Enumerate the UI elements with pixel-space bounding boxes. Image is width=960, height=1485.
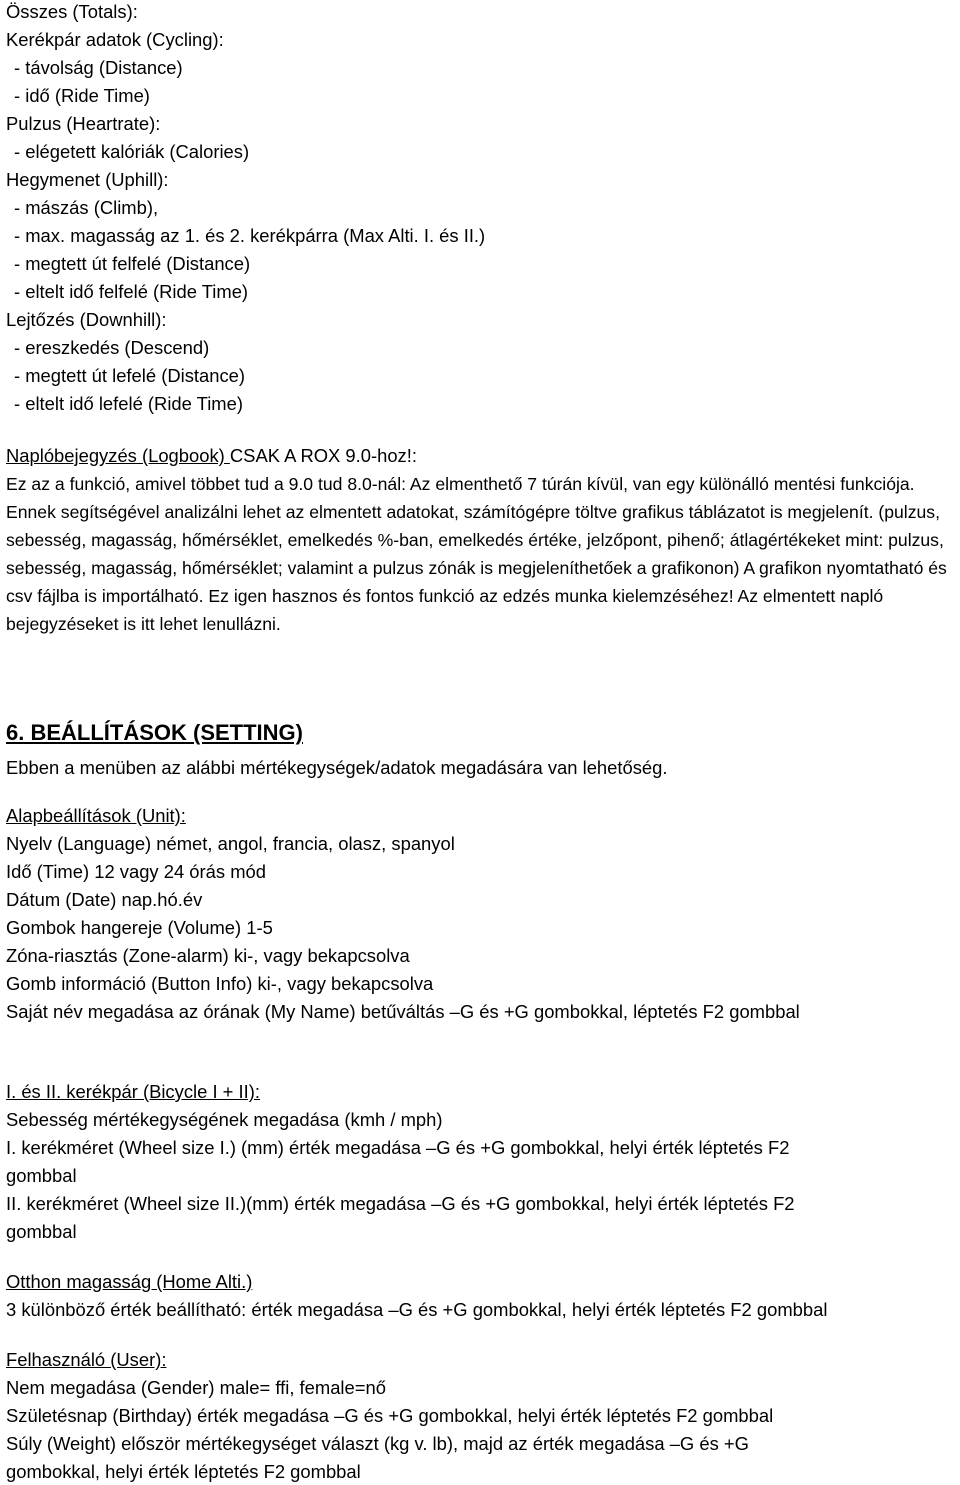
unit-my-name: Saját név megadása az órának (My Name) betűváltás –G és +G gombokkal, léptetés F2 gombbal bbox=[6, 1001, 800, 1022]
settings-heading: 6. BEÁLLÍTÁSOK (SETTING) bbox=[6, 720, 303, 745]
unit-title: Alapbeállítások (Unit): bbox=[6, 805, 186, 826]
unit-volume: Gombok hangereje (Volume) 1-5 bbox=[6, 917, 273, 938]
logbook-title bbox=[6, 444, 417, 468]
ride-time-item: - idő (Ride Time) bbox=[14, 85, 150, 106]
home-alti-title: Otthon magasság (Home Alti.) bbox=[6, 1271, 253, 1292]
bicycle-wheel-size-1-cont: gombbal bbox=[6, 1165, 77, 1186]
bicycle-title: I. és II. kerékpár (Bicycle I + II): bbox=[6, 1081, 260, 1102]
user-gender: Nem megadása (Gender) male= ffi, female=nő bbox=[6, 1377, 386, 1398]
downhill-distance-item: - megtett út lefelé (Distance) bbox=[14, 365, 245, 386]
heartrate-heading: Pulzus (Heartrate): bbox=[6, 113, 161, 134]
climb-item: - mászás (Climb), bbox=[14, 197, 159, 218]
uphill-ride-time-item: - eltelt idő felfelé (Ride Time) bbox=[14, 281, 249, 302]
user-weight: Súly (Weight) először mértékegységet választ (kg v. lb), majd az érték megadása –G és +G bbox=[6, 1433, 749, 1454]
bicycle-wheel-size-2: II. kerékméret (Wheel size II.)(mm) érték megadása –G és +G gombokkal, helyi érték léptetés F2 bbox=[6, 1193, 795, 1214]
unit-time: Idő (Time) 12 vagy 24 órás mód bbox=[6, 861, 266, 882]
uphill-distance-item: - megtett út felfelé (Distance) bbox=[14, 253, 251, 274]
uphill-heading: Hegymenet (Uphill): bbox=[6, 169, 169, 190]
bicycle-wheel-size-2-cont: gombbal bbox=[6, 1221, 77, 1242]
distance-item: - távolság (Distance) bbox=[14, 57, 183, 78]
user-weight-cont: gombokkal, helyi érték léptetés F2 gombbal bbox=[6, 1461, 361, 1482]
unit-zone-alarm: Zóna-riasztás (Zone-alarm) ki-, vagy bekapcsolva bbox=[6, 945, 410, 966]
calories-item: - elégetett kalóriák (Calories) bbox=[14, 141, 250, 162]
logbook-paragraph bbox=[6, 470, 956, 638]
bicycle-wheel-size-1: I. kerékméret (Wheel size I.) (mm) érték megadása –G és +G gombokkal, helyi érték léptetés F2 bbox=[6, 1137, 790, 1158]
logbook-title-rest: CSAK A ROX 9.0-hoz!: bbox=[229, 445, 417, 466]
logbook-title-underlined: Naplóbejegyzés (Logbook) bbox=[6, 445, 230, 466]
unit-button-info: Gomb információ (Button Info) ki-, vagy bekapcsolva bbox=[6, 973, 434, 994]
unit-date: Dátum (Date) nap.hó.év bbox=[6, 889, 203, 910]
logbook-text: Ez az a funkció, amivel többet tud a 9.0 tud 8.0-nál: Az elmenthető 7 túrán kívül, van egy különálló mentési funkciója. Ennek segítségével analizálni lehet az elmentett adatokat, számítógépre töltve grafikus táblázatot is megjelenít. (pulzus, sebesség, magasság, hőmérséklet, emelkedés %-ban, emelkedés értéke, jelzőpont, pihenő; átlagértékeket mint: pulzus, sebesség, magasság, hőmérséklet; valamint a pulzus zónák is megjeleníthetőek a grafikonon) A grafikon nyomtatható és csv fájlba is importálható. Ez igen hasznos és fontos funkció az edzés munka kielemzéséhez! Az elmentett napló bejegyzéseket is itt lehet lenullázni. bbox=[6, 474, 947, 634]
user-birthday: Születésnap (Birthday) érték megadása –G és +G gombokkal, helyi érték léptetés F2 gombbal bbox=[6, 1405, 774, 1426]
home-alti-item: 3 különböző érték beállítható: érték megadása –G és +G gombokkal, helyi érték léptetés F2 gombbal bbox=[6, 1299, 828, 1320]
bicycle-speed-unit: Sebesség mértékegységének megadása (kmh / mph) bbox=[6, 1109, 443, 1130]
downhill-ride-time-item: - eltelt idő lefelé (Ride Time) bbox=[14, 393, 243, 414]
totals-heading: Összes (Totals): bbox=[6, 1, 138, 22]
descend-item: - ereszkedés (Descend) bbox=[14, 337, 210, 358]
downhill-heading: Lejtőzés (Downhill): bbox=[6, 309, 167, 330]
max-alti-item: - max. magasság az 1. és 2. kerékpárra (Max Alti. I. és II.) bbox=[14, 225, 486, 246]
cycling-heading: Kerékpár adatok (Cycling): bbox=[6, 29, 224, 50]
unit-language: Nyelv (Language) német, angol, francia, olasz, spanyol bbox=[6, 833, 455, 854]
settings-intro: Ebben a menüben az alábbi mértékegységek/adatok megadására van lehetőség. bbox=[6, 757, 668, 778]
user-title: Felhasználó (User): bbox=[6, 1349, 167, 1370]
